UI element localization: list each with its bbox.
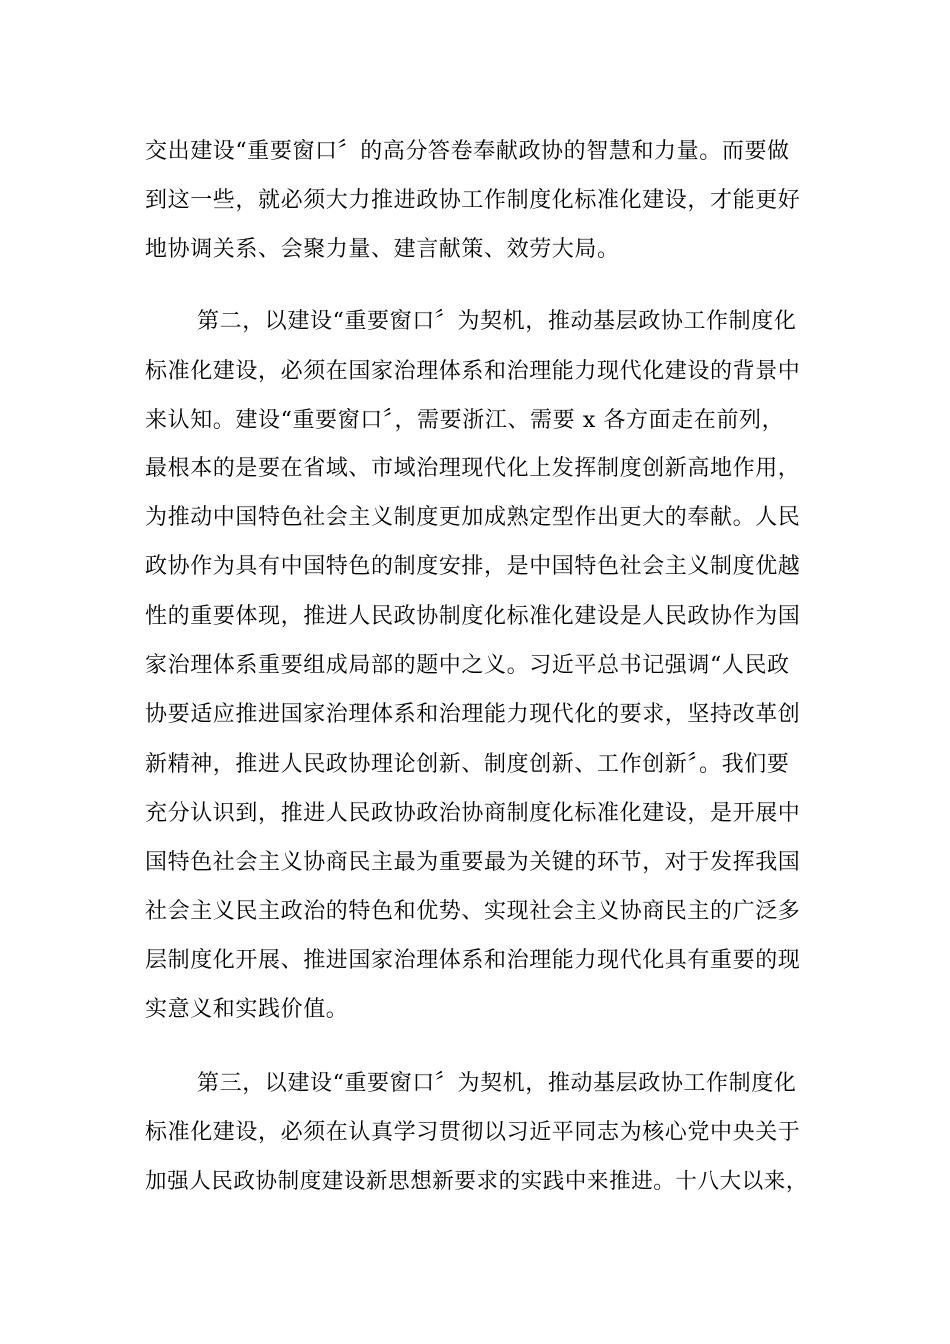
text-line: 地协调关系、会聚力量、建言献策、效劳大局。 bbox=[145, 237, 620, 262]
text-line: 为推动中国特色社会主义制度更加成熟定型作出更大的奉献。人民 bbox=[145, 505, 801, 530]
text-line: 层制度化开展、推进国家治理体系和治理能力现代化具有重要的现 bbox=[145, 948, 801, 973]
text-line: 交出建设“重要窗口〞的高分答卷奉献政协的智慧和力量。而要做 bbox=[145, 139, 790, 164]
text-line: 国特色社会主义协商民主最为重要最为关键的环节，对于发挥我国 bbox=[145, 850, 801, 875]
text-line: 到这一些，就必须大力推进政协工作制度化标准化建设，才能更好 bbox=[145, 188, 801, 213]
text-line: 社会主义民主政治的特色和优势、实现社会主义协商民主的广泛多 bbox=[145, 899, 801, 924]
text-line: 实意义和实践价值。 bbox=[145, 997, 349, 1022]
text-line: 标准化建设，必须在认真学习贯彻以习近平同志为核心党中央关于 bbox=[145, 1120, 801, 1145]
paragraph-start-line: 第二，以建设“重要窗口〞为契机，推动基层政协工作制度化 bbox=[197, 309, 797, 334]
text-line: 充分认识到，推进人民政协政治协商制度化标准化建设，是开展中 bbox=[145, 801, 801, 826]
text-line: 协要适应推进国家治理体系和治理能力现代化的要求，坚持改革创 bbox=[145, 702, 801, 727]
text-line: 新精神，推进人民政协理论创新、制度创新、工作创新〞。我们要 bbox=[145, 752, 790, 777]
text-line: 性的重要体现，推进人民政协制度化标准化建设是人民政协作为国 bbox=[145, 604, 801, 629]
text-line: 最根本的是要在省域、市域治理现代化上发挥制度创新高地作用， bbox=[145, 456, 801, 481]
text-line: 加强人民政协制度建设新思想新要求的实践中来推进。十八大以来， bbox=[145, 1169, 809, 1194]
text-line: 家治理体系重要组成局部的题中之义。习近平总书记强调“人民政 bbox=[145, 653, 790, 678]
paragraph-start-line: 第三，以建设“重要窗口〞为契机，推动基层政协工作制度化 bbox=[197, 1071, 797, 1096]
text-line: 政协作为具有中国特色的制度安排，是中国特色社会主义制度优越 bbox=[145, 554, 801, 579]
text-line: 来认知。建设“重要窗口〞，需要浙江、需要 x 各方面走在前列， bbox=[145, 408, 785, 433]
text-line: 标准化建设，必须在国家治理体系和治理能力现代化建设的背景中 bbox=[145, 359, 801, 384]
